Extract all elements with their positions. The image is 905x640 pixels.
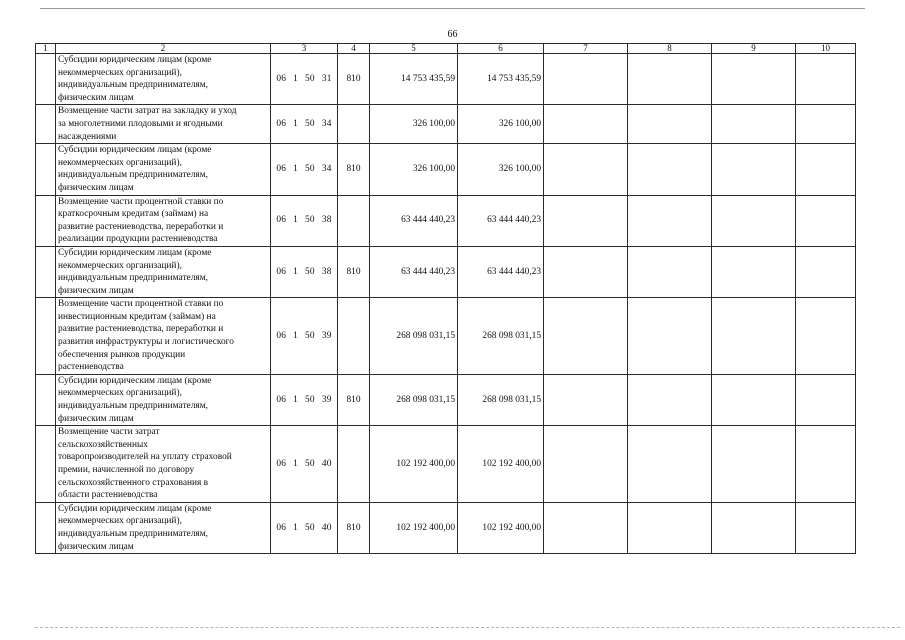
cell-col10 (796, 54, 856, 105)
table-body (36, 54, 856, 554)
description-line: инвестиционным кредитам (займам) на (58, 311, 216, 322)
code-part: 06 (276, 394, 287, 405)
cell-col1 (36, 144, 56, 195)
cell-col9 (712, 54, 796, 105)
column-header: 2 (56, 44, 271, 54)
description-line: Субсидии юридическим лицам (кроме (58, 503, 212, 514)
code-part: 06 (276, 330, 287, 341)
code-part: 1 (293, 394, 299, 405)
cell-col1 (36, 502, 56, 553)
cell-code (271, 246, 338, 297)
cell-description (56, 298, 271, 375)
code-part: 1 (293, 330, 299, 341)
cell-col10 (796, 374, 856, 425)
cell-description (56, 105, 271, 144)
description-line: области растениеводства (58, 490, 158, 501)
cell-amount-col5: 102 192 400,00 (370, 502, 458, 553)
description-line: Субсидии юридическим лицам (кроме (58, 375, 212, 386)
code-part: 50 (305, 118, 315, 129)
code-part: 50 (305, 164, 315, 175)
cell-amount-col5: 14 753 435,59 (370, 54, 458, 105)
description-line: обеспечения рынков продукции (58, 349, 186, 360)
description-line: за многолетними плодовыми и ягодными (58, 118, 223, 129)
cell-col1 (36, 54, 56, 105)
cell-col10 (796, 195, 856, 246)
code-part: 1 (293, 73, 299, 84)
description-line: развитие растениеводства, переработки и (58, 221, 224, 232)
cell-col9 (712, 144, 796, 195)
description-line: Возмещение части процентной ставки по (58, 196, 224, 207)
cell-col1 (36, 195, 56, 246)
cell-col7 (544, 426, 628, 503)
cell-amount-col6: 326 100,00 (458, 144, 544, 195)
cell-code (271, 298, 338, 375)
code-part: 50 (305, 394, 315, 405)
cell-description (56, 502, 271, 553)
description-line: физическим лицам (58, 285, 134, 296)
cell-col7 (544, 195, 628, 246)
cell-expense-kind: 810 (338, 54, 370, 105)
description-line: Возмещение части затрат на закладку и уход (58, 106, 237, 117)
description-line: сельскохозяйственного страхования в (58, 477, 209, 488)
description-line: физическим лицам (58, 413, 134, 424)
cell-col7 (544, 246, 628, 297)
cell-col7 (544, 54, 628, 105)
description-line: некоммерческих организаций), (58, 260, 182, 271)
description-line: Возмещение части процентной ставки по (58, 299, 224, 310)
cell-expense-kind (338, 298, 370, 375)
cell-col10 (796, 246, 856, 297)
column-header: 8 (628, 44, 712, 54)
code-part: 50 (305, 215, 315, 226)
code-part: 31 (321, 73, 332, 84)
description-line: некоммерческих организаций), (58, 67, 182, 78)
bottom-rule (35, 627, 900, 628)
cell-col7 (544, 374, 628, 425)
code-part: 39 (321, 394, 332, 405)
description-line: некоммерческих организаций), (58, 157, 182, 168)
table-row (36, 54, 856, 105)
code-part: 38 (321, 215, 332, 226)
cell-amount-col5: 268 098 031,15 (370, 298, 458, 375)
description-line: Субсидии юридическим лицам (кроме (58, 55, 212, 65)
code-part: 1 (293, 458, 299, 469)
cell-col10 (796, 144, 856, 195)
column-header: 3 (271, 44, 338, 54)
description-line: растениеводства (58, 362, 124, 373)
code-part: 06 (276, 266, 287, 277)
cell-description (56, 195, 271, 246)
cell-description (56, 54, 271, 105)
description-line: физическим лицам (58, 541, 134, 552)
cell-description (56, 246, 271, 297)
table-row (36, 246, 856, 297)
description-line: индивидуальным предпринимателям, (58, 80, 208, 91)
code-part: 39 (321, 330, 332, 341)
table-row (36, 502, 856, 553)
code-part: 1 (293, 118, 299, 129)
cell-amount-col5: 268 098 031,15 (370, 374, 458, 425)
description-line: развитие растениеводства, переработки и (58, 324, 224, 335)
code-part: 06 (276, 458, 287, 469)
cell-description (56, 426, 271, 503)
description-line: индивидуальным предпринимателям, (58, 528, 208, 539)
cell-col9 (712, 374, 796, 425)
cell-col1 (36, 298, 56, 375)
description-line: некоммерческих организаций), (58, 388, 182, 399)
cell-expense-kind: 810 (338, 144, 370, 195)
cell-amount-col6: 326 100,00 (458, 105, 544, 144)
code-part: 1 (293, 215, 299, 226)
cell-amount-col5: 326 100,00 (370, 144, 458, 195)
cell-expense-kind (338, 426, 370, 503)
code-part: 38 (321, 266, 332, 277)
description-line: физическим лицам (58, 92, 134, 103)
cell-amount-col6: 63 444 440,23 (458, 246, 544, 297)
cell-col8 (628, 54, 712, 105)
table-row (36, 298, 856, 375)
cell-code (271, 195, 338, 246)
cell-col1 (36, 246, 56, 297)
cell-col1 (36, 105, 56, 144)
cell-amount-col6: 268 098 031,15 (458, 298, 544, 375)
cell-col8 (628, 246, 712, 297)
cell-col8 (628, 105, 712, 144)
column-header: 10 (796, 44, 856, 54)
code-part: 50 (305, 522, 315, 533)
cell-amount-col5: 63 444 440,23 (370, 246, 458, 297)
cell-code (271, 54, 338, 105)
column-header: 9 (712, 44, 796, 54)
code-part: 50 (305, 330, 315, 341)
description-line: индивидуальным предпринимателям, (58, 170, 208, 181)
code-part: 06 (276, 522, 287, 533)
code-part: 34 (321, 118, 332, 129)
cell-col1 (36, 426, 56, 503)
top-rule (40, 8, 865, 9)
description-line: премии, начисленной по договору (58, 465, 195, 475)
cell-amount-col6: 102 192 400,00 (458, 502, 544, 553)
description-line: Возмещение части затрат (58, 427, 160, 438)
cell-expense-kind: 810 (338, 502, 370, 553)
cell-col10 (796, 298, 856, 375)
cell-code (271, 105, 338, 144)
cell-col10 (796, 426, 856, 503)
code-part: 40 (321, 522, 332, 533)
code-part: 50 (305, 73, 315, 84)
header-row (36, 44, 856, 54)
cell-col7 (544, 298, 628, 375)
code-part: 06 (276, 118, 287, 129)
cell-amount-col5: 326 100,00 (370, 105, 458, 144)
description-line: насаждениями (58, 131, 117, 142)
description-line: Субсидии юридическим лицам (кроме (58, 247, 212, 258)
code-part: 1 (293, 266, 299, 277)
code-part: 34 (321, 164, 332, 175)
table-row (36, 195, 856, 246)
cell-col8 (628, 144, 712, 195)
cell-amount-col5: 102 192 400,00 (370, 426, 458, 503)
cell-col7 (544, 502, 628, 553)
cell-col1 (36, 374, 56, 425)
description-line: сельскохозяйственных (58, 439, 148, 450)
table-row (36, 144, 856, 195)
code-part: 1 (293, 164, 299, 175)
code-part: 40 (321, 458, 332, 469)
column-header: 7 (544, 44, 628, 54)
cell-amount-col6: 14 753 435,59 (458, 54, 544, 105)
code-part: 1 (293, 522, 299, 533)
cell-code (271, 426, 338, 503)
cell-col9 (712, 246, 796, 297)
cell-code (271, 502, 338, 553)
code-part: 06 (276, 164, 287, 175)
cell-col9 (712, 426, 796, 503)
description-line: краткосрочным кредитам (займам) на (58, 209, 209, 220)
cell-col7 (544, 144, 628, 195)
column-header: 6 (458, 44, 544, 54)
cell-col8 (628, 195, 712, 246)
cell-amount-col6: 268 098 031,15 (458, 374, 544, 425)
cell-col8 (628, 502, 712, 553)
code-part: 50 (305, 266, 315, 277)
cell-expense-kind (338, 105, 370, 144)
cell-amount-col6: 102 192 400,00 (458, 426, 544, 503)
description-line: некоммерческих организаций), (58, 516, 182, 527)
cell-col9 (712, 502, 796, 553)
description-line: реализации продукции растениеводства (58, 234, 218, 245)
table-row (36, 374, 856, 425)
cell-col9 (712, 105, 796, 144)
cell-col8 (628, 374, 712, 425)
cell-col8 (628, 298, 712, 375)
description-line: индивидуальным предпринимателям, (58, 401, 208, 412)
cell-col10 (796, 502, 856, 553)
code-part: 06 (276, 215, 287, 226)
cell-expense-kind: 810 (338, 246, 370, 297)
description-line: физическим лицам (58, 182, 134, 193)
cell-amount-col5: 63 444 440,23 (370, 195, 458, 246)
code-part: 50 (305, 458, 315, 469)
cell-col9 (712, 195, 796, 246)
table-row (36, 426, 856, 503)
cell-col8 (628, 426, 712, 503)
code-part: 06 (276, 73, 287, 84)
description-line: Субсидии юридическим лицам (кроме (58, 145, 212, 156)
budget-table (35, 43, 856, 554)
description-line: развития инфраструктуры и логистического (58, 337, 234, 348)
cell-description (56, 374, 271, 425)
column-header: 5 (370, 44, 458, 54)
cell-col10 (796, 105, 856, 144)
cell-col9 (712, 298, 796, 375)
cell-col7 (544, 105, 628, 144)
cell-description (56, 144, 271, 195)
cell-expense-kind (338, 195, 370, 246)
description-line: товаропроизводителей на уплату страховой (58, 452, 232, 463)
cell-expense-kind: 810 (338, 374, 370, 425)
cell-code (271, 144, 338, 195)
cell-code (271, 374, 338, 425)
description-line: индивидуальным предпринимателям, (58, 273, 208, 284)
column-header: 1 (36, 44, 56, 54)
column-header: 4 (338, 44, 370, 54)
page-number: 66 (447, 29, 458, 40)
cell-amount-col6: 63 444 440,23 (458, 195, 544, 246)
table-row (36, 105, 856, 144)
